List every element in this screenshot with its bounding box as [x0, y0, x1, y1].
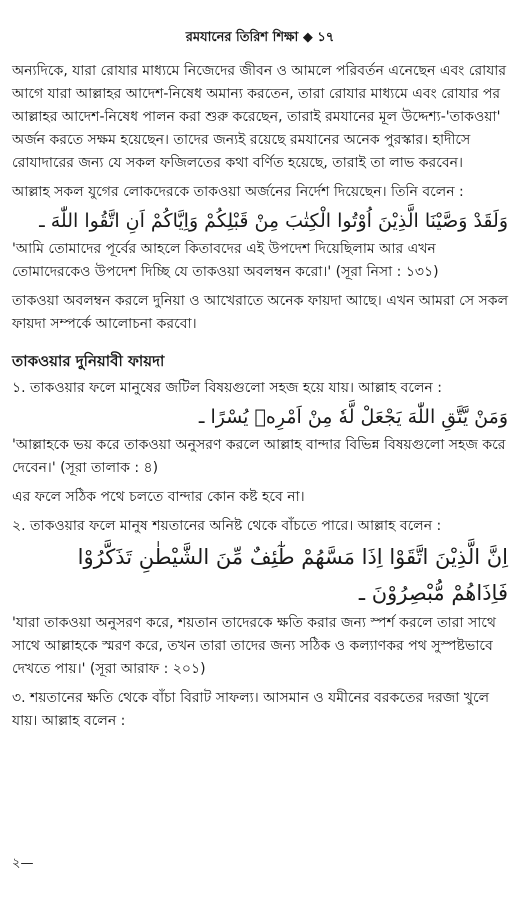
section-heading: তাকওয়ার দুনিয়াবী ফায়দা — [12, 352, 165, 370]
point-two: ২. তাকওয়ার ফলে মানুষ শয়তানের অনিষ্ট থেকে বাঁচতে পারে। আল্লাহ বলেন : — [12, 518, 442, 534]
point-three: ৩. শয়তানের ক্ষতি থেকে বাঁচা বিরাট সাফল্য। আসমান ও যমীনের বরকতের দরজা খুলে যায়। আল্লাহ বলেন : — [12, 690, 490, 729]
paragraph-command: আল্লাহ সকল যুগের লোকদেরকে তাকওয়া অর্জনের নির্দেশ দিয়েছেন। তিনি বলেন : — [12, 184, 464, 200]
arabic-verse-araf-line1: اِنَّ الَّذِيْنَ اتَّقَوْا اِذَا مَسَّهُمْ طٰٓئِفٌ مِّنَ الشَّيْطٰنِ تَذَكَّرُوْا — [77, 545, 508, 569]
paragraph-benefits: তাকওয়া অবলম্বন করলে দুনিয়া ও আখেরাতে অনেক ফায়দা আছে। এখন আমরা সে সকল ফায়দা সম্পর্কে আলোচনা করবো। — [12, 293, 509, 332]
paragraph-ease: এর ফলে সঠিক পথে চলতে বান্দার কোন কষ্ট হবে না। — [12, 489, 305, 505]
running-header: রমযানের তিরিশ শিক্ষা ◆ ১৭ — [185, 30, 335, 45]
paragraph-intro: অন্যদিকে, যারা রোযার মাধ্যমে নিজেদের জীবন ও আমলে পরিবর্তন এনেছেন এবং রোযার আগে যারা আল্লাহর আদেশ-নিষেধ অমান্য করতেন, তারা রোযার মাধ্যমে এবং রোযার পর আল্লাহর আদেশ-নিষেধ পালন করা শুরু করেছেন, তারাই রমযানের মূল উদ্দেশ্য-'তাকওয়া' অর্জন করতে সক্ষম হয়েছেন। তাদের জন্যই রয়েছে রমযানের অনেক পুরস্কার। হাদীসে রোযাদারের জন্য যে সকল ফজিলতের কথা বর্ণিত হয়েছে, তারাই তা লাভ করবেন। — [12, 63, 507, 171]
arabic-verse-nisa: وَلَقَدْ وَصَّيْنَا الَّذِيْنَ اُوْتُوا الْكِتٰبَ مِنْ قَبْلِكُمْ وَاِيَّاكُمْ اَنِ اتَّقُوا اللّٰهَ ـ — [39, 210, 508, 232]
translation-talaq: 'আল্লাহকে ভয় করে তাকওয়া অনুসরণ করলে আল্লাহ বান্দার বিভিন্ন বিষয়গুলো সহজ করে দেবেন।' (সূরা তালাক : ৪) — [12, 437, 506, 476]
page-signature: ২— — [12, 856, 34, 871]
translation-araf: 'যারা তাকওয়া অনুসরণ করে, শয়তান তাদেরকে ক্ষতি করার জন্য স্পর্শ করলে তারা সাথে সাথে আল্লাহকে স্মরণ করে, তখন তারা তাদের জন্য সঠিক ও কল্যাণকর পথ সুস্পষ্টভাবে দেখতে পায়।' (সূরা আরাফ : ২০১) — [12, 615, 496, 677]
arabic-verse-talaq: وَمَنْ يَّتَّقِ اللّٰهَ يَجْعَلْ لَّهٗ مِنْ اَمْرِهٖ يُسْرًا ـ — [198, 406, 508, 428]
page-body — [12, 60, 508, 733]
point-one: ১. তাকওয়ার ফলে মানুষের জটিল বিষয়গুলো সহজ হয়ে যায়। আল্লাহ বলেন : — [12, 380, 442, 396]
translation-nisa: 'আমি তোমাদের পূর্বের আহলে কিতাবদের এই উপদেশ দিয়েছিলাম আর এখন তোমাদেরকেও উপদেশ দিচ্ছি যে তাকওয়া অবলম্বন করো।' (সূরা নিসা : ১৩১) — [12, 241, 439, 280]
arabic-verse-araf-line2: فَاِذَاهُمْ مُّبْصِرُوْنَ ـ — [358, 581, 508, 605]
